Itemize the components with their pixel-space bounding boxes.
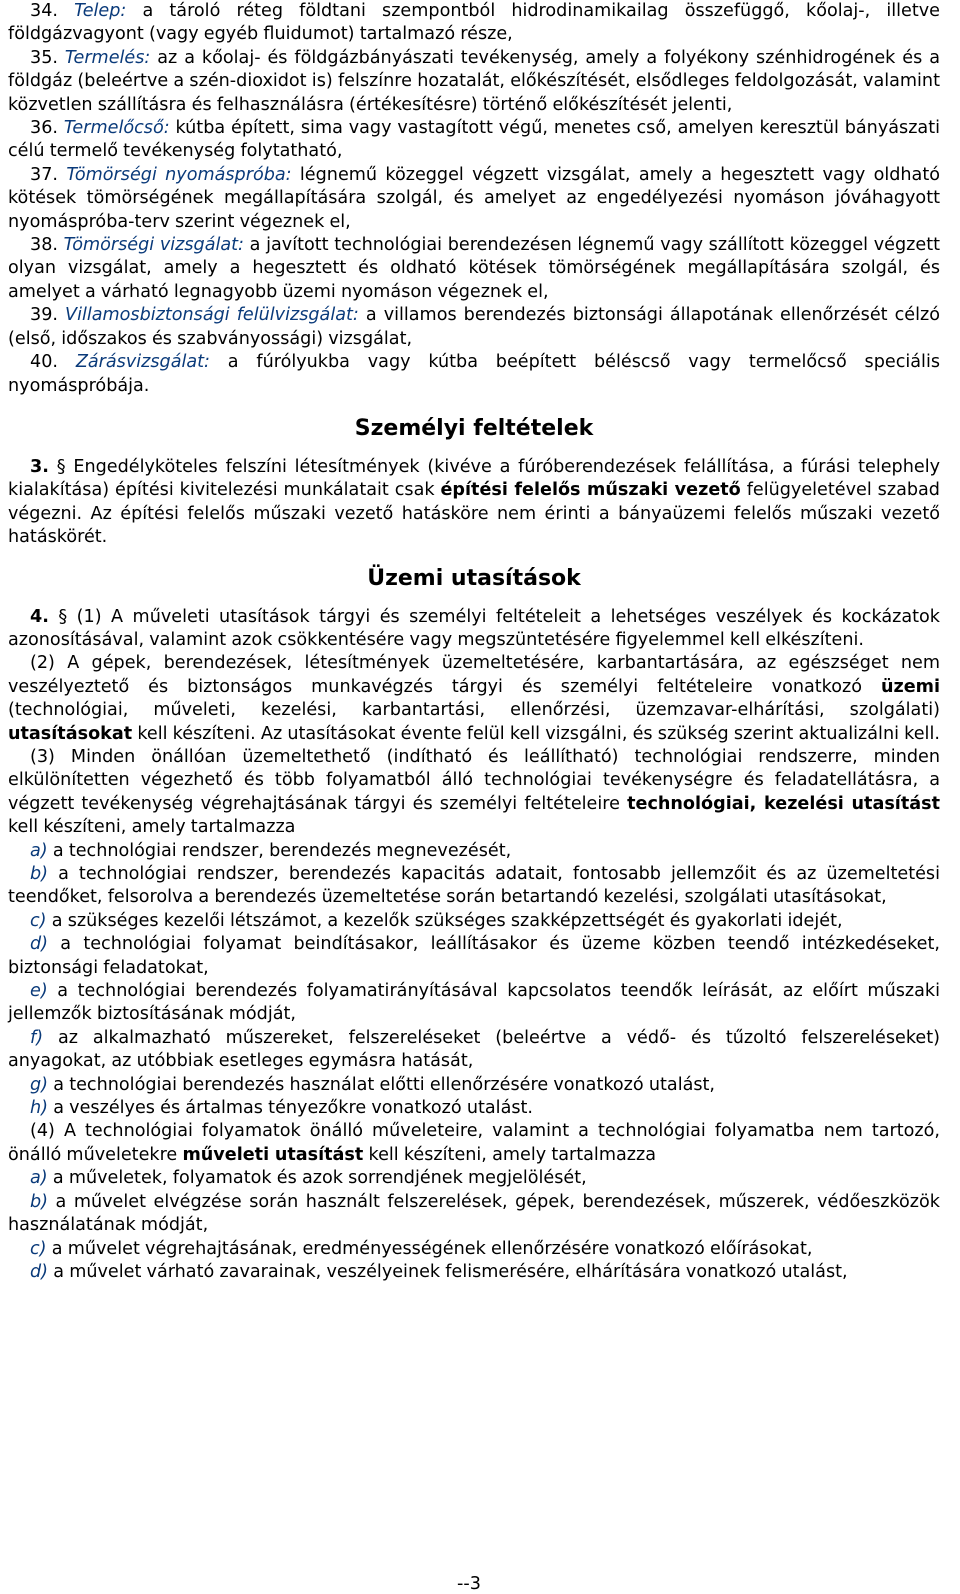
definition-list <box>8 0 940 398</box>
list-item <box>8 1167 940 1190</box>
section-4-paragraph-4 <box>8 1120 940 1167</box>
definition-number: 35. <box>30 47 58 68</box>
text-run: felügyeletével szabad végezni. Az építési felelős műszaki vezető hatásköre nem érinti a bányaüzemi felelős műszaki vezető hatáskörét. <box>8 480 940 548</box>
text-run: kell készíteni. Az utasításokat évente felül kell vizsgálni, és szükség szerint aktualizálni kell. <box>132 723 940 744</box>
definition-item <box>8 0 940 47</box>
definition-text: a villamos berendezés biztonsági állapotának ellenőrzését célzó (első, időszakos és szabványossági) vizsgálat, <box>8 305 940 349</box>
section-sign: § <box>56 456 66 477</box>
bold-term: utasításokat <box>8 723 133 744</box>
list-item <box>8 1238 940 1261</box>
definition-text: a fúrólyukba vagy kútba beépített béléscső vagy termelőcső speciális nyomáspróbája. <box>8 352 940 396</box>
definition-term: Termelőcső: <box>63 118 170 139</box>
definition-term: Telep: <box>74 1 127 21</box>
section-sign: § <box>58 606 68 627</box>
definition-text: légnemű közeggel végzett vizsgálat, amely a hegesztett vagy oldható kötések tömörségének megállapítására szolgál, és amelyet az engedélyezési nyomáson jóváhagyott nyomáspróba-terv szerint végeznek el, <box>8 164 940 232</box>
list-text: a technológiai berendezés használat előtti ellenőrzésére vonatkozó utalást, <box>48 1074 716 1095</box>
list-text: az alkalmazható műszereket, felszereléseket (beleértve a védő- és tűzoltó felszereléseket) anyagokat, az utóbbiak esetleges egymásra hatását, <box>8 1027 940 1072</box>
text-run: kell készíteni, amely tartalmazza <box>363 1144 656 1165</box>
list-text: a technológiai rendszer, berendezés kapacitás adatait, fontosabb jellemzőit és az üzemeltetési teendőket, felsorolva a berendezés üzemeltetése során betartandó kezelési, szolgálati utasításokat, <box>8 864 940 908</box>
definition-item <box>8 234 940 304</box>
section-4-paragraph-2 <box>8 652 940 746</box>
definition-text: az a kőolaj- és földgázbányászati tevékenység, amely a folyékony szénhidrogének és a földgáz (beleértve a szén-dioxidot is) felszínre hozatalát, előkészítését, elsődleges feldolgozását, valamint közvetlen szállításra és felhasználásra (értékesítésre) történő előkészítését jelenti, <box>8 47 940 115</box>
list-item <box>8 863 940 910</box>
text-run: kell készíteni, amely tartalmazza <box>8 817 296 838</box>
definition-number: 39. <box>30 305 58 326</box>
list-letter: d) <box>30 934 49 955</box>
list-item <box>8 1074 940 1097</box>
list-letter: d) <box>30 1261 49 1282</box>
list-text: a technológiai folyamat beindításakor, leállításakor és üzeme közben teendő intézkedéseket, biztonsági feladatokat, <box>8 934 940 978</box>
definition-number: 36. <box>30 118 58 139</box>
bold-term: építési felelős műszaki vezető <box>440 480 741 501</box>
text-run: Engedélyköteles felszíni létesítmények (kivéve a fúróberendezések felállítása, a fúrási telephely kialakítása) építési kivitelezési munkálatait csak <box>8 456 941 501</box>
definition-term: Tömörségi vizsgálat: <box>63 235 244 256</box>
list-letter: a) <box>30 1168 48 1189</box>
section-4-paragraph-3 <box>8 746 940 840</box>
list-item <box>8 840 940 863</box>
list-item <box>8 1191 940 1238</box>
list-item <box>8 980 940 1027</box>
bold-term: üzemi <box>880 676 940 697</box>
list-letter: b) <box>30 1191 49 1212</box>
list-text: a műveletek, folyamatok és azok sorrendjének megjelölését, <box>47 1168 587 1189</box>
bold-term: műveleti utasítást <box>182 1144 364 1165</box>
heading-szemelyi-feltetelek: Személyi feltételek <box>354 415 594 441</box>
page-number: --3 <box>457 1574 481 1594</box>
list-item <box>8 1027 940 1074</box>
document-page <box>8 0 940 1284</box>
definition-term: Tömörségi nyomáspróba: <box>66 164 292 185</box>
definition-number: 40. <box>30 352 58 373</box>
list-text: a technológiai berendezés folyamatirányításával kapcsolatos teendők leírását, az előírt műszaki jellemzők biztosításának módját, <box>8 981 940 1025</box>
definition-item <box>8 351 940 398</box>
definition-number: 37. <box>30 164 58 185</box>
paragraph-3-list <box>8 840 940 1121</box>
list-item <box>8 933 940 980</box>
text-run: (2) A gépek, berendezések, létesítmények üzemeltetésére, karbantartására, az egészséget nem veszélyeztető és biztonságos munkavégzés tárgyi és személyi feltételeire vonatkozó <box>8 653 940 697</box>
section-4-paragraph-1 <box>8 606 940 653</box>
list-text: a technológiai rendszer, berendezés megnevezését, <box>47 840 512 861</box>
list-letter: c) <box>30 1238 47 1259</box>
list-text: a szükséges kezelői létszámot, a kezelők szükséges szakképzettségét és gyakorlati idejét, <box>46 910 843 931</box>
text-run: (3) Minden önállóan üzemeltethető (indítható és leállítható) technológiai rendszerre, minden elkülönítetten végezhető és több folyamatból álló technológiai tevékenységre és feladatellátásra, a végzett tevékenység végrehajtásának tárgyi és személyi feltételeire <box>8 746 940 814</box>
section-number: 4. <box>30 606 49 627</box>
bold-term: technológiai, kezelési utasítást <box>627 793 940 814</box>
heading-uzemi-utasitasok: Üzemi utasítások <box>367 565 581 591</box>
text-run: (technológiai, műveleti, kezelési, karbantartási, ellenőrzési, üzemzavar-elhárítási, szolgálati) <box>8 700 940 721</box>
definition-term: Termelés: <box>64 47 151 68</box>
definition-item <box>8 47 940 117</box>
list-letter: f) <box>30 1027 44 1048</box>
section-number: 3. <box>30 456 49 477</box>
list-letter: c) <box>30 910 47 931</box>
list-item <box>8 1097 940 1120</box>
definition-text: a javított technológiai berendezésen légnemű vagy szállított közeggel végzett olyan vizsgálat, amely a hegesztett és oldható kötések tömörségének megállapítására szolgál, és amelyet a várható legnagyobb üzemi nyomáson végeznek el, <box>8 235 940 302</box>
list-letter: b) <box>30 864 49 884</box>
definition-term: Villamosbiztonsági felülvizsgálat: <box>65 305 359 326</box>
definition-number: 34. <box>30 1 58 21</box>
text-run: (1) A műveleti utasítások tárgyi és személyi feltételeit a lehetséges veszélyek és kockázatok azonosításával, valamint azok csökkentésére vagy megszüntetésére figyelemmel kell elkészíteni. <box>8 606 940 650</box>
definition-item <box>8 117 940 164</box>
list-text: a veszélyes és ártalmas tényezőkre vonatkozó utalást. <box>48 1098 534 1119</box>
list-item <box>8 1261 940 1284</box>
definition-text: kútba épített, sima vagy vastagított végű, menetes cső, amelyen keresztül bányászati célú termelő tevékenység folytatható, <box>8 118 940 162</box>
paragraph-4-list <box>8 1167 940 1284</box>
section-3-paragraph <box>8 456 940 550</box>
list-text: a művelet végrehajtásának, eredményességének ellenőrzésére vonatkozó előírásokat, <box>46 1238 813 1259</box>
list-text: a művelet elvégzése során használt felszerelések, gépek, berendezések, műszerek, védőeszközök használatának módját, <box>8 1191 940 1236</box>
list-text: a művelet várható zavarainak, veszélyeinek felismerésére, elhárítására vonatkozó utalást, <box>48 1261 848 1282</box>
definition-text: a tároló réteg földtani szempontból hidrodinamikailag összefüggő, kőolaj-, illetve földgázvagyont (vagy egyéb fluidumot) tartalmazó része, <box>8 1 940 45</box>
text-run: (4) A technológiai folyamatok önálló műveleteire, valamint a technológiai folyamatba nem tartozó, önálló műveletekre <box>8 1121 940 1165</box>
list-item <box>8 910 940 933</box>
definition-term: Zárásvizsgálat: <box>75 352 210 373</box>
list-letter: h) <box>30 1098 49 1119</box>
definition-number: 38. <box>30 235 58 256</box>
list-letter: a) <box>30 840 48 861</box>
list-letter: g) <box>30 1074 49 1095</box>
definition-item <box>8 164 940 234</box>
definition-item <box>8 304 940 351</box>
list-letter: e) <box>30 981 48 1002</box>
